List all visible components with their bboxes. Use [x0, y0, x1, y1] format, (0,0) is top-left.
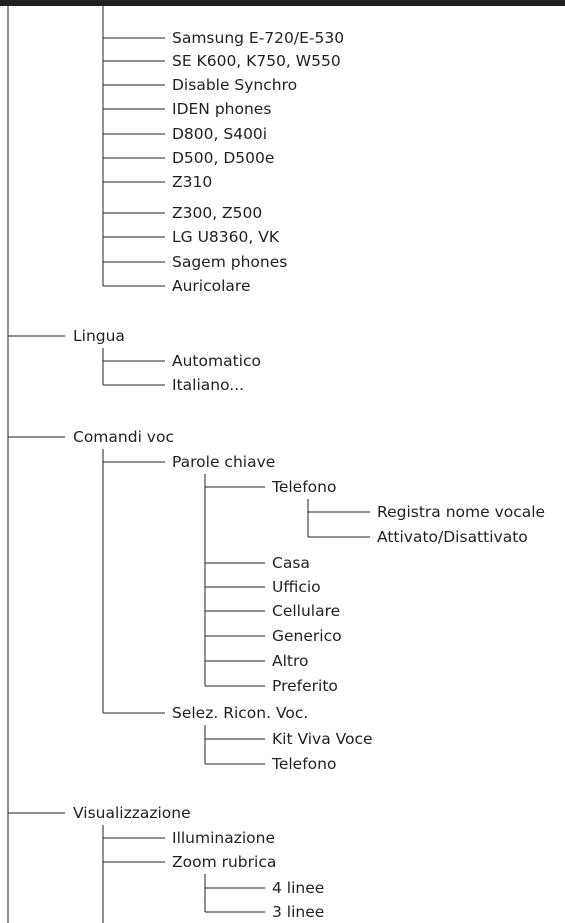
menu-item-d800: D800, S400i: [172, 125, 268, 143]
tree-branches: [8, 38, 370, 912]
menu-item-z310: Z310: [172, 173, 213, 191]
menu-item-telefono-2: Telefono: [272, 755, 337, 773]
menu-item-parole-chiave: Parole chiave: [172, 453, 276, 471]
menu-item-iden: IDEN phones: [172, 100, 272, 118]
menu-item-visualizzazione: Visualizzazione: [73, 804, 191, 822]
menu-item-attivato: Attivato/Disattivato: [377, 528, 528, 546]
menu-item-samsung: Samsung E-720/E-530: [172, 29, 345, 47]
menu-item-altro: Altro: [272, 652, 309, 670]
menu-item-registra: Registra nome vocale: [377, 503, 546, 521]
menu-item-italiano: Italiano...: [172, 376, 245, 394]
menu-item-preferito: Preferito: [272, 677, 338, 695]
menu-item-d500: D500, D500e: [172, 149, 275, 167]
menu-item-kit-viva-voce: Kit Viva Voce: [272, 730, 373, 748]
menu-item-telefono-1: Telefono: [272, 478, 337, 496]
menu-item-zoom-rubrica: Zoom rubrica: [172, 853, 277, 871]
menu-item-sagem: Sagem phones: [172, 253, 288, 271]
menu-item-z300: Z300, Z500: [172, 204, 263, 222]
menu-item-ufficio: Ufficio: [272, 578, 321, 596]
menu-item-lg: LG U8360, VK: [172, 228, 279, 246]
menu-item-4-linee: 4 linee: [272, 879, 325, 897]
menu-item-se: SE K600, K750, W550: [172, 52, 341, 70]
menu-item-illuminazione: Illuminazione: [172, 829, 276, 847]
menu-item-disable-synchro: Disable Synchro: [172, 76, 298, 94]
menu-item-selez-ricon: Selez. Ricon. Voc.: [172, 704, 309, 722]
menu-item-auricolare: Auricolare: [172, 277, 251, 295]
menu-item-lingua: Lingua: [73, 327, 125, 345]
menu-item-3-linee: 3 linee: [272, 903, 325, 921]
menu-item-automatico: Automatico: [172, 352, 261, 370]
menu-item-casa: Casa: [272, 554, 310, 572]
menu-item-cellulare: Cellulare: [272, 602, 341, 620]
menu-item-comandi-voc: Comandi voc: [73, 428, 174, 446]
menu-item-generico: Generico: [272, 627, 342, 645]
